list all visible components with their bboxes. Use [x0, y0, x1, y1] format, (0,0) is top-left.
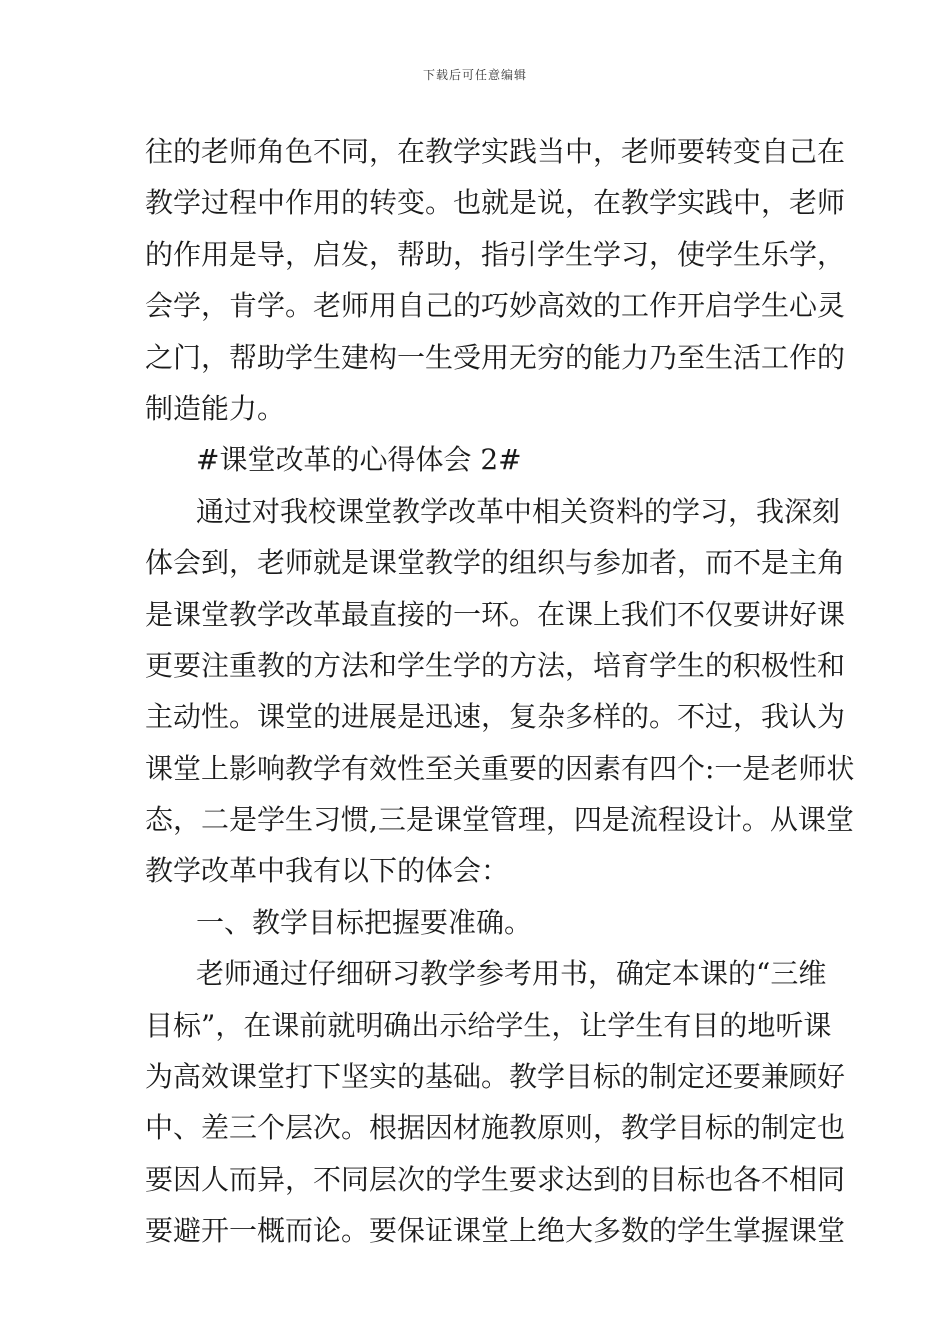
text-line: 课堂上影响教学有效性至关重要的因素有四个:一是老师状	[145, 751, 855, 785]
text-line: 主动性。课堂的进展是迅速，复杂多样的。不过，我认为	[145, 700, 846, 734]
section-heading: #课堂改革的心得体会 2#	[196, 443, 522, 477]
text-line: 更要注重教的方法和学生学的方法，培育学生的积极性和	[145, 648, 846, 682]
text-line: 要因人而异，不同层次的学生要求达到的目标也各不相同	[145, 1162, 846, 1196]
text-line: 体会到，老师就是课堂教学的组织与参加者，而不是主角	[145, 546, 846, 580]
text-line: 往的老师角色不同，在教学实践当中，老师要转变自己在	[145, 135, 846, 168]
text-line: 目标”，在课前就明确出示给学生，让学生有目的地听课	[145, 1008, 832, 1042]
text-line: 老师通过仔细研习教学参考用书，确定本课的“三维	[196, 957, 827, 991]
list-item-heading: 一、教学目标把握要准确。	[196, 905, 533, 939]
text-line: 通过对我校课堂教学改革中相关资料的学习，我深刻	[196, 494, 841, 528]
text-line: 要避开一概而论。要保证课堂上绝大多数的学生掌握课堂	[145, 1214, 846, 1248]
text-line: 的作用是导，启发，帮助，指引学生学习，使学生乐学，	[145, 237, 846, 271]
document-body	[145, 126, 855, 1257]
text-line: 为高效课堂打下坚实的基础。教学目标的制定还要兼顾好	[145, 1060, 846, 1094]
page-header: 下载后可任意编辑	[422, 68, 527, 82]
text-line: 之门，帮助学生建构一生受用无穷的能力乃至生活工作的	[145, 340, 846, 374]
text-line: 会学，肯学。老师用自己的巧妙高效的工作开启学生心灵	[145, 289, 846, 323]
text-line: 教学改革中我有以下的体会：	[145, 854, 510, 888]
text-line: 制造能力。	[145, 391, 286, 425]
text-line: 教学过程中作用的转变。也就是说，在教学实践中，老师	[145, 186, 846, 220]
text-line: 中、差三个层次。根据因材施教原则，教学目标的制定也	[145, 1111, 846, 1145]
text-line: 态，二是学生习惯,三是课堂管理，四是流程设计。从课堂	[145, 803, 854, 837]
text-line: 是课堂教学改革最直接的一环。在课上我们不仅要讲好课	[145, 597, 846, 631]
